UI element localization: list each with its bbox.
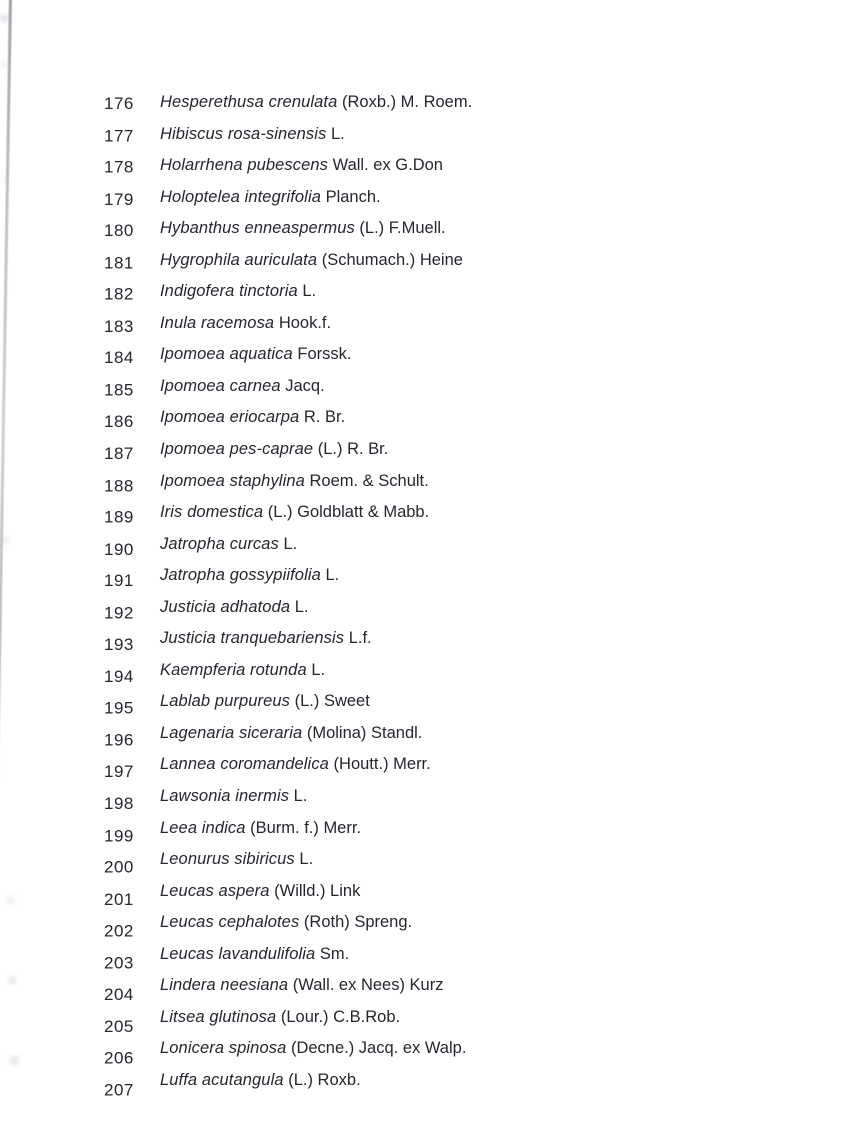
list-item — [104, 502, 472, 534]
author-citation: (Decne.) Jacq. ex Walp. — [290, 1039, 467, 1058]
author-citation: Roem. & Schult. — [309, 471, 429, 490]
item-number: 192 — [104, 603, 134, 623]
author-citation: R. Br. — [303, 408, 346, 427]
species-entry — [160, 503, 429, 522]
author-citation: L. — [302, 282, 317, 301]
species-name: Justicia tranquebariensis — [160, 629, 345, 648]
author-citation: L. — [293, 787, 308, 806]
list-item — [104, 1070, 472, 1102]
species-entry — [160, 282, 316, 301]
species-entry — [160, 408, 345, 427]
author-citation: Sm. — [319, 944, 350, 963]
species-entry — [160, 440, 388, 459]
author-citation: (Burm. f.) Merr. — [250, 818, 362, 837]
species-name: Iris domestica — [160, 503, 264, 522]
species-entry — [160, 819, 361, 838]
item-number: 204 — [104, 985, 134, 1005]
author-citation: (L.) Goldblatt & Mabb. — [267, 503, 430, 522]
list-item — [104, 818, 472, 850]
list-item — [104, 250, 472, 282]
page-edge-artifact — [0, 0, 12, 1146]
species-name: Lagenaria siceraria — [160, 723, 303, 742]
item-number: 191 — [104, 571, 134, 591]
species-name: Jatropha gossypiifolia — [160, 566, 321, 585]
species-name: Hesperethusa crenulata — [160, 93, 338, 111]
item-number: 200 — [104, 857, 134, 877]
scan-smudge-artifacts — [0, 0, 1, 1]
author-citation: Forssk. — [297, 345, 352, 364]
species-entry — [160, 913, 412, 932]
species-name: Hygrophila auriculata — [160, 250, 318, 269]
species-name: Ipomoea carnea — [160, 376, 281, 395]
item-number: 185 — [104, 380, 134, 400]
species-entry — [160, 125, 345, 144]
author-citation: (Willd.) Link — [274, 881, 361, 900]
author-citation: Planch. — [325, 187, 381, 206]
author-citation: (L.) F.Muell. — [359, 219, 446, 238]
list-item — [104, 124, 472, 156]
item-number: 179 — [104, 189, 134, 209]
list-item — [104, 565, 472, 597]
author-citation: (Roth) Spreng. — [303, 913, 413, 932]
item-number: 197 — [104, 762, 134, 782]
species-entry — [160, 945, 349, 964]
species-name: Lindera neesiana — [160, 976, 289, 995]
list-item — [104, 1038, 472, 1070]
item-number: 194 — [104, 666, 134, 686]
item-number: 183 — [104, 316, 134, 336]
species-entry — [160, 156, 443, 175]
author-citation: L. — [283, 534, 298, 553]
species-entry — [160, 692, 370, 711]
author-citation: L. — [294, 597, 309, 616]
item-number: 188 — [104, 475, 134, 495]
list-item — [104, 471, 472, 503]
item-number: 202 — [104, 921, 134, 941]
species-name: Leea indica — [160, 818, 246, 837]
list-item — [104, 881, 472, 913]
species-entry — [160, 1071, 361, 1090]
species-entry — [160, 1008, 400, 1027]
species-name: Ipomoea pes-caprae — [160, 440, 314, 459]
author-citation: (L.) Sweet — [294, 692, 370, 711]
species-entry — [160, 755, 431, 774]
species-name: Hibiscus rosa-sinensis — [160, 124, 327, 143]
item-number: 189 — [104, 507, 134, 527]
item-number: 199 — [104, 826, 134, 846]
author-citation: (Wall. ex Nees) Kurz — [292, 976, 444, 995]
item-number: 190 — [104, 539, 134, 559]
species-entry — [160, 314, 331, 333]
species-name: Jatropha curcas — [160, 534, 279, 553]
species-name: Holarrhena pubescens — [160, 156, 329, 175]
species-name: Indigofera tinctoria — [160, 282, 298, 301]
author-citation: (Lour.) C.B.Rob. — [280, 1007, 401, 1026]
item-number: 187 — [104, 444, 134, 464]
species-name: Luffa acutangula — [160, 1070, 284, 1089]
item-number: 195 — [104, 698, 134, 718]
species-name: Lablab purpureus — [160, 692, 291, 711]
item-number: 193 — [104, 635, 134, 655]
item-number: 178 — [104, 157, 134, 177]
species-list — [104, 92, 472, 1102]
author-citation: Wall. ex G.Don — [332, 156, 443, 175]
author-citation: L. — [325, 566, 340, 585]
list-item — [104, 849, 472, 881]
author-citation: Hook.f. — [278, 313, 332, 332]
species-entry — [160, 566, 339, 585]
list-item — [104, 534, 472, 566]
list-item — [104, 313, 472, 345]
list-item — [104, 754, 472, 786]
author-citation: (Molina) Standl. — [306, 723, 423, 742]
list-item — [104, 92, 472, 124]
species-entry — [160, 377, 325, 396]
species-entry — [160, 1039, 466, 1058]
list-item — [104, 691, 472, 723]
author-citation: Jacq. — [285, 376, 325, 395]
species-entry — [160, 535, 297, 554]
author-citation: (Houtt.) Merr. — [333, 755, 431, 774]
list-item — [104, 723, 472, 755]
species-name: Leonurus sibiricus — [160, 850, 295, 869]
item-number: 176 — [104, 94, 134, 113]
species-name: Leucas aspera — [160, 881, 270, 900]
species-name: Justicia adhatoda — [160, 597, 291, 616]
author-citation: L.f. — [348, 629, 372, 648]
species-entry — [160, 629, 372, 648]
item-number: 196 — [104, 730, 134, 750]
species-name: Leucas lavandulifolia — [160, 944, 316, 963]
species-name: Inula racemosa — [160, 313, 275, 332]
species-name: Kaempferia rotunda — [160, 660, 307, 679]
species-entry — [160, 188, 381, 207]
species-name: Hybanthus enneaspermus — [160, 219, 355, 238]
item-number: 205 — [104, 1016, 134, 1036]
species-name: Lannea coromandelica — [160, 755, 329, 774]
item-number: 207 — [104, 1080, 134, 1100]
list-item — [104, 218, 472, 250]
author-citation: L. — [299, 850, 314, 869]
author-citation: L. — [330, 124, 345, 143]
species-name: Ipomoea staphylina — [160, 471, 305, 490]
item-number: 180 — [104, 221, 134, 241]
item-number: 198 — [104, 794, 134, 814]
species-entry — [160, 251, 463, 270]
list-item — [104, 944, 472, 976]
species-name: Lonicera spinosa — [160, 1039, 287, 1058]
item-number: 181 — [104, 253, 134, 273]
species-entry — [160, 598, 308, 617]
list-item — [104, 376, 472, 408]
author-citation: (Roxb.) M. Roem. — [342, 93, 473, 111]
species-entry — [160, 787, 307, 806]
list-item — [104, 281, 472, 313]
list-item — [104, 155, 472, 187]
species-entry — [160, 724, 422, 743]
item-number: 182 — [104, 284, 134, 304]
item-number: 186 — [104, 412, 134, 432]
list-item — [104, 344, 472, 376]
species-name: Ipomoea aquatica — [160, 345, 293, 364]
list-item — [104, 407, 472, 439]
species-name: Litsea glutinosa — [160, 1007, 277, 1026]
list-item — [104, 439, 472, 471]
list-item — [104, 660, 472, 692]
list-item — [104, 786, 472, 818]
species-entry — [160, 93, 472, 112]
species-name: Leucas cephalotes — [160, 913, 300, 932]
species-entry — [160, 882, 360, 901]
author-citation: (L.) R. Br. — [317, 440, 389, 459]
author-citation: (L.) Roxb. — [288, 1070, 361, 1089]
species-name: Ipomoea eriocarpa — [160, 408, 300, 427]
species-entry — [160, 219, 446, 238]
item-number: 177 — [104, 125, 134, 145]
list-item — [104, 187, 472, 219]
list-item — [104, 597, 472, 629]
item-number: 201 — [104, 889, 134, 909]
species-entry — [160, 472, 429, 491]
species-entry — [160, 976, 443, 995]
author-citation: (Schumach.) Heine — [321, 250, 463, 269]
species-name: Lawsonia inermis — [160, 787, 290, 806]
item-number: 206 — [104, 1048, 134, 1068]
list-item — [104, 628, 472, 660]
list-item — [104, 975, 472, 1007]
author-citation: L. — [311, 660, 326, 679]
species-entry — [160, 345, 351, 364]
item-number: 203 — [104, 953, 134, 973]
item-number: 184 — [104, 348, 134, 368]
list-item — [104, 912, 472, 944]
species-entry — [160, 661, 325, 680]
species-entry — [160, 850, 313, 869]
list-item — [104, 1007, 472, 1039]
species-name: Holoptelea integrifolia — [160, 187, 321, 206]
